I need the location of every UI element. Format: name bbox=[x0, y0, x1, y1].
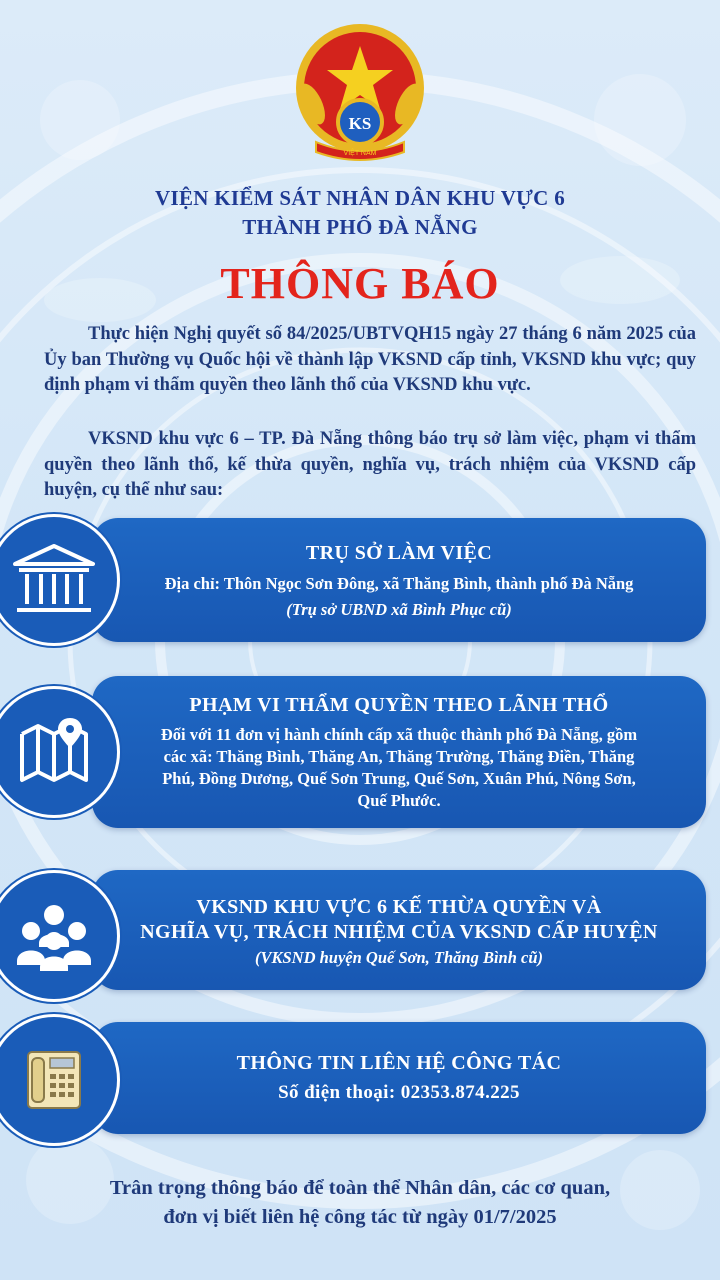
closing-line-1: Trân trọng thông báo để toàn thể Nhân dân, các cơ quan, bbox=[109, 1177, 611, 1199]
section-jurisdiction-card bbox=[92, 676, 706, 828]
section-contact-title: THÔNG TIN LIÊN HỆ CÔNG TÁC bbox=[236, 1052, 562, 1074]
people-group-icon bbox=[15, 901, 93, 971]
section-jurisdiction-title: PHẠM VI THẨM QUYỀN THEO LÃNH THỔ bbox=[189, 694, 609, 716]
map-pin-icon bbox=[16, 714, 92, 790]
organization-name: VIỆN KIỂM SÁT NHÂN DÂN KHU VỰC 6 bbox=[155, 186, 565, 210]
section-jurisdiction-line-1: Đối với 11 đơn vị hành chính cấp xã thuộc thành phố Đà Nẵng, gồm bbox=[160, 725, 638, 744]
emblem-vietnam-text: VIỆT NAM bbox=[343, 150, 377, 157]
section-jurisdiction-line-3: Phú, Đồng Dương, Quế Sơn Trung, Quế Sơn, Xuân Phú, Nông Sơn, bbox=[162, 769, 636, 788]
notice-title: THÔNG BÁO bbox=[220, 259, 500, 308]
intro-paragraph-2: VKSND khu vực 6 – TP. Đà Nẵng thông báo trụ sở làm việc, phạm vi thẩm quyền theo lãnh thổ, kế thừa quyền, nghĩa vụ, trách nhiệm của VKSND cấp huyện, cụ thể như sau: bbox=[44, 429, 696, 500]
state-emblem bbox=[282, 18, 438, 166]
section-office-note: (Trụ sở UBND xã Bình Phục cũ) bbox=[286, 600, 512, 619]
organization-city: THÀNH PHỐ ĐÀ NẴNG bbox=[242, 215, 478, 239]
telephone-icon bbox=[26, 1050, 82, 1110]
section-contact-card bbox=[92, 1022, 706, 1134]
section-office-title: TRỤ SỞ LÀM VIỆC bbox=[305, 542, 493, 564]
section-office-card bbox=[92, 518, 706, 642]
section-inheritance-note: (VKSND huyện Quế Sơn, Thăng Bình cũ) bbox=[254, 948, 544, 967]
section-office-address: Địa chỉ: Thôn Ngọc Sơn Đông, xã Thăng Bình, thành phố Đà Nẵng bbox=[164, 574, 634, 593]
section-inheritance-title-1: VKSND KHU VỰC 6 KẾ THỪA QUYỀN VÀ bbox=[196, 896, 602, 918]
courthouse-icon bbox=[11, 542, 97, 618]
contact-phone-number: Số điện thoại: 02353.874.225 bbox=[278, 1082, 520, 1103]
section-inheritance-card bbox=[92, 870, 706, 990]
section-jurisdiction-line-4: Quế Phước. bbox=[357, 791, 441, 810]
closing-line-2: đơn vị biết liên hệ công tác từ ngày 01/7/2025 bbox=[163, 1206, 557, 1228]
emblem-ks-text: KS bbox=[348, 114, 372, 133]
section-inheritance-title-2: NGHĨA VỤ, TRÁCH NHIỆM CỦA VKSND CẤP HUYỆN bbox=[140, 921, 658, 943]
intro-paragraph-1: Thực hiện Nghị quyết số 84/2025/UBTVQH15 ngày 27 tháng 6 năm 2025 của Ủy ban Thường vụ Quốc hội về thành lập VKSND cấp tỉnh, VKSND khu vực; quy định phạm vi thẩm quyền theo lãnh thổ của VKSND khu vực. bbox=[44, 324, 696, 395]
section-jurisdiction-line-2: các xã: Thăng Bình, Thăng An, Thăng Trường, Thăng Điền, Thăng bbox=[163, 747, 635, 766]
